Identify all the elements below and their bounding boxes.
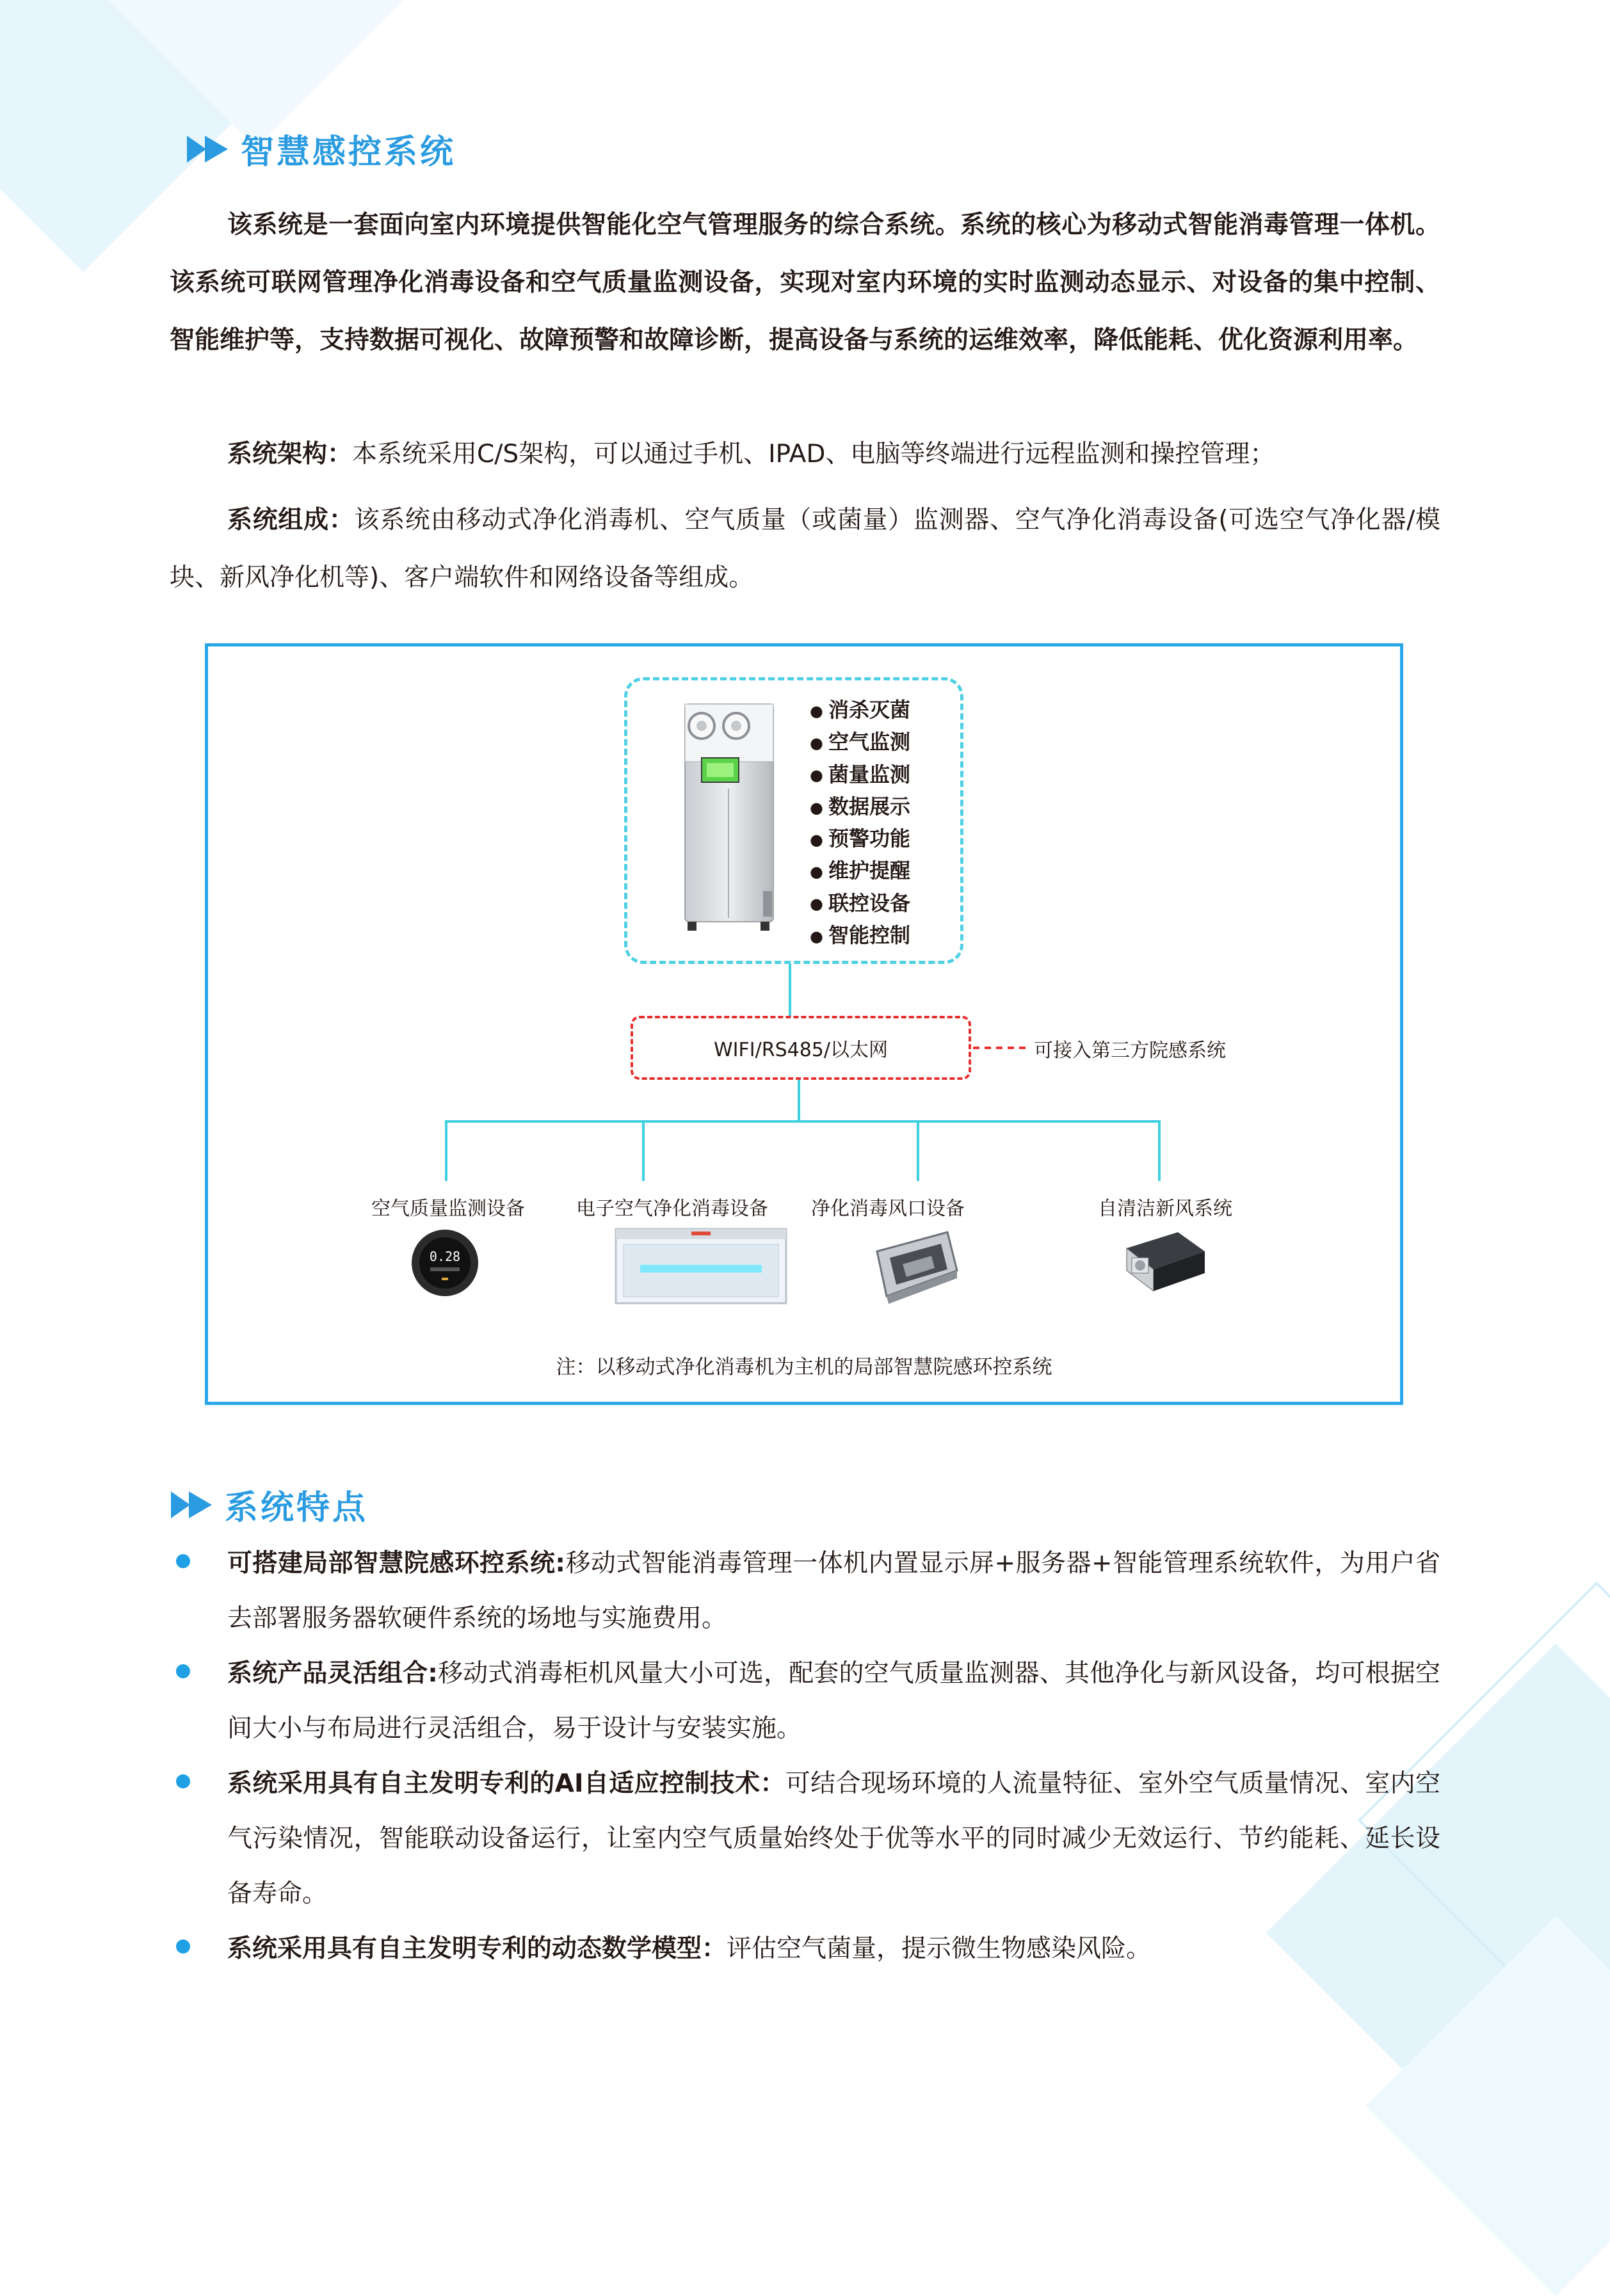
- diagram-note: 注：以移动式净化消毒机为主机的局部智慧院感环控系统: [556, 1356, 1052, 1379]
- device-label-fresh-air: 自清洁新风系统: [1098, 1198, 1232, 1220]
- device-label-vent-purifier: 净化消毒风口设备: [811, 1198, 965, 1220]
- composition-text: 该系统由移动式净化消毒机、空气质量（或菌量）监测器、空气净化消毒设备(可选空气净化器/模块、新风净化机等)、客户端软件和网络设备等组成。: [170, 506, 1440, 592]
- item-text: 移动式消毒柜机风量大小可选，配套的空气质量监测器、其他净化与新风设备，均可根据空间大小与布局进行灵活组合，易于设计与安装实施。: [227, 1659, 1440, 1743]
- connector-line: [1158, 1120, 1161, 1181]
- feature-item: ● 联控设备: [810, 888, 910, 920]
- list-item: [170, 1536, 1440, 1646]
- section-header-features: [170, 1481, 368, 1529]
- composition-label: 系统组成：: [227, 506, 355, 534]
- item-text: 可结合现场环境的人流量特征、室外空气质量情况、室内空气污染情况，智能联动设备运行，让室内空气质量始终处于优等水平的同时减少无效运行、节约能耗、延长设备寿命。: [227, 1769, 1440, 1908]
- intro-paragraph: 该系统是一套面向室内环境提供智能化空气管理服务的综合系统。系统的核心为移动式智能消毒管理一体机。该系统可联网管理净化消毒设备和空气质量监测设备，实现对室内环境的实时监测动态显示、对设备的集中控制、智能维护等，支持数据可视化、故障预警和故障诊断，提高设备与系统的运维效率，降低能耗、优化资源利用率。: [170, 211, 1440, 355]
- double-arrow-icon: [170, 1489, 214, 1521]
- device-label-electronic-purifier: 电子空气净化消毒设备: [576, 1198, 768, 1220]
- third-party-label: 可接入第三方院感系统: [1034, 1040, 1226, 1062]
- vent-purifier-image: [864, 1226, 960, 1309]
- double-arrow-icon: [186, 133, 230, 165]
- feature-list: [810, 694, 910, 952]
- architecture-paragraph: [170, 426, 1440, 483]
- section-header-smart-control: [186, 125, 456, 173]
- item-lead: 系统产品灵活组合:: [227, 1659, 438, 1688]
- item-text: 移动式智能消毒管理一体机内置显示屏+服务器+智能管理系统软件，为用户省去部署服务器软硬件系统的场地与实施费用。: [227, 1549, 1440, 1633]
- connector-line: [798, 1080, 800, 1121]
- electronic-purifier-image: [615, 1228, 787, 1305]
- device-label-air-monitor: 空气质量监测设备: [371, 1198, 525, 1220]
- item-lead: 系统采用具有自主发明专利的动态数学模型：: [227, 1934, 727, 1963]
- item-lead: 系统采用具有自主发明专利的AI自适应控制技术：: [227, 1769, 785, 1798]
- connector-line: [445, 1120, 447, 1181]
- section-title: 智慧感控系统: [241, 133, 456, 172]
- fresh-air-unit-image: [1120, 1226, 1210, 1296]
- architecture-label: 系统架构：: [227, 440, 353, 469]
- air-monitor-image: [410, 1228, 480, 1298]
- feature-item: ● 菌量监测: [810, 759, 910, 791]
- list-item: [170, 1922, 1440, 1977]
- feature-item: ● 预警功能: [810, 823, 910, 855]
- bullet-icon: [176, 1554, 190, 1568]
- architecture-text: 本系统采用C/S架构，可以通过手机、IPAD、电脑等终端进行远程监测和操控管理；: [352, 440, 1275, 469]
- composition-paragraph: [170, 492, 1440, 607]
- connector-line: [445, 1120, 1161, 1123]
- network-label: WIFI/RS485/以太网: [714, 1039, 888, 1061]
- bullet-icon: [176, 1664, 190, 1678]
- feature-item: ● 空气监测: [810, 727, 910, 759]
- dashed-connector: [973, 1045, 1031, 1050]
- section-title: 系统特点: [225, 1489, 369, 1527]
- bullet-icon: [176, 1939, 190, 1954]
- connector-line: [642, 1120, 645, 1181]
- feature-item: ● 消杀灭菌: [810, 694, 910, 727]
- feature-item: ● 维护提醒: [810, 855, 910, 887]
- monitor-reading: 0.28: [429, 1249, 461, 1264]
- network-box: [631, 1016, 971, 1080]
- connector-line: [789, 964, 791, 1016]
- disinfection-machine-image: [673, 699, 782, 933]
- list-item: [170, 1756, 1440, 1922]
- feature-item: ● 智能控制: [810, 920, 910, 952]
- feature-item: ● 数据展示: [810, 791, 910, 823]
- item-text: 评估空气菌量，提示微生物感染风险。: [727, 1934, 1152, 1963]
- item-lead: 可搭建局部智慧院感环控系统:: [227, 1549, 566, 1578]
- feature-bullets: [170, 1536, 1440, 1977]
- bullet-icon: [176, 1774, 190, 1788]
- connector-line: [917, 1120, 919, 1181]
- list-item: [170, 1646, 1440, 1756]
